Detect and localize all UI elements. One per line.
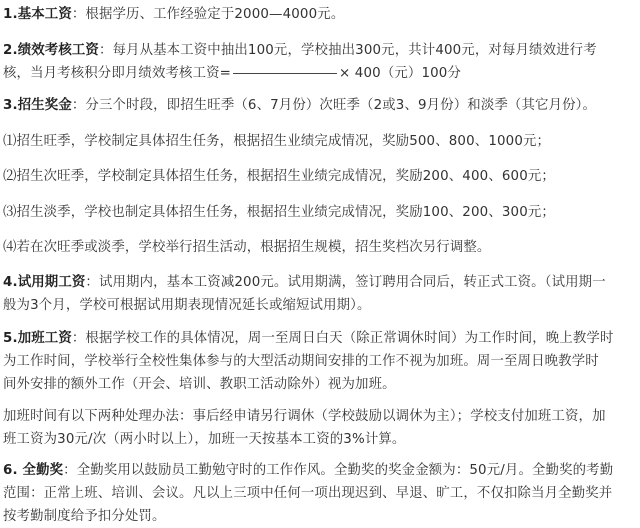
section-probation-salary-line-2: 般为3个月，学校可根据试用期表现情况延长或缩短试用期）。 [3, 298, 371, 313]
section-attendance-bonus-line-2: 范围：正常上班、培训、会议。凡以上三项中任何一项出现迟到、早退、旷工，不仅扣除当月全勤奖并 [3, 486, 613, 501]
formula-tail: × 400（元）100分 [339, 66, 461, 81]
section-overtime-pay-line-2: 为工作时间，学校举行全校性集体参与的大型活动期间安排的工作不视为加班。周一至周日晚教学时 [3, 354, 599, 369]
overtime-handling-line-2: 班工资为30元/次（两小时以上），加班一天按基本工资的3%计算。 [3, 432, 406, 447]
enrollment-item-text: ⑷若在次旺季或淡季，学校举行招生活动，根据招生规模，招生奖档次另行调整。 [3, 240, 491, 255]
section-text: ：全勤奖用以鼓励员工勤勉守时的工作作风。全勤奖的奖金金额为：50元/月。全勤奖的考勤 [63, 463, 614, 478]
section-number: 2. [3, 43, 18, 58]
section-text: ：试用期内，基本工资减200元。试用期满，签订聘用合同后，转正式工资。（试用期一 [85, 275, 606, 290]
overtime-handling-line-1: 加班时间有以下两种处理办法：事后经申请另行调休（学校鼓励以调休为主）；学校支付加班工资，加 [3, 409, 606, 424]
section-number: 4. [3, 275, 18, 290]
enrollment-item-sub-peak [3, 165, 555, 188]
section-probation-salary [3, 271, 606, 317]
section-number: 1. [3, 7, 18, 22]
enrollment-item-text: ⑵招生次旺季，学校制定具体招生任务，根据招生业绩完成情况，奖励200、400、600元； [3, 169, 555, 184]
formula-lead: 核，当月考核积分即月绩效考核工资= [3, 66, 232, 81]
section-attendance-bonus-line-3: 按考勤制度给予扣分处罚。 [3, 509, 166, 524]
section-basic-salary-line-1 [3, 3, 344, 26]
overtime-handling-paragraph [3, 405, 606, 451]
section-basic-salary [3, 3, 344, 26]
section-title: 基本工资 [17, 7, 72, 22]
section-text: ：根据学校工作的具体情况，周一至周日白天（除正常调休时间）为工作时间，晚上教学时 [71, 331, 614, 346]
section-attendance-bonus [3, 459, 613, 528]
section-title: 全勤奖 [22, 463, 64, 478]
section-title: 加班工资 [17, 331, 72, 346]
section-overtime-pay [3, 327, 614, 396]
section-text: ：每月从基本工资中抽出100元，学校抽出300元，共计400元，对每月绩效进行考 [98, 43, 597, 58]
section-title: 招生奖金 [17, 98, 72, 113]
section-enrollment-bonus-line-1 [3, 94, 596, 117]
section-probation-salary-line-1 [3, 271, 606, 294]
section-text: ：分三个时段，即招生旺季（6、7月份）次旺季（2或3、9月份）和淡季（其它月份）。 [71, 98, 596, 113]
section-attendance-bonus-line-1 [3, 459, 613, 482]
section-overtime-pay-line-3: 间外安排的额外工作（开会、培训、教职工活动除外）视为加班。 [3, 377, 396, 392]
section-number: 5. [3, 331, 18, 346]
section-number: 6. [3, 463, 23, 478]
enrollment-item-peak [3, 130, 550, 153]
section-overtime-pay-line-1 [3, 327, 614, 350]
enrollment-item-off-season [3, 201, 555, 224]
enrollment-item-text: ⑴招生旺季，学校制定具体招生任务，根据招生业绩完成情况，奖励500、800、1000元； [3, 134, 551, 149]
section-number: 3. [3, 98, 18, 113]
section-performance-salary [3, 39, 597, 85]
section-text: ：根据学历、工作经验定于2000—4000元。 [71, 7, 345, 22]
section-performance-salary-line-1 [3, 39, 597, 62]
section-title: 试用期工资 [17, 275, 86, 290]
enrollment-item-text: ⑶招生淡季，学校也制定具体招生任务，根据招生业绩完成情况，奖励100、200、300元； [3, 205, 555, 220]
section-title: 绩效考核工资 [17, 43, 99, 58]
enrollment-item-adjustment [3, 236, 490, 259]
section-performance-salary-line-2 [3, 62, 597, 85]
fraction-bar [233, 73, 337, 74]
section-enrollment-bonus [3, 94, 596, 117]
